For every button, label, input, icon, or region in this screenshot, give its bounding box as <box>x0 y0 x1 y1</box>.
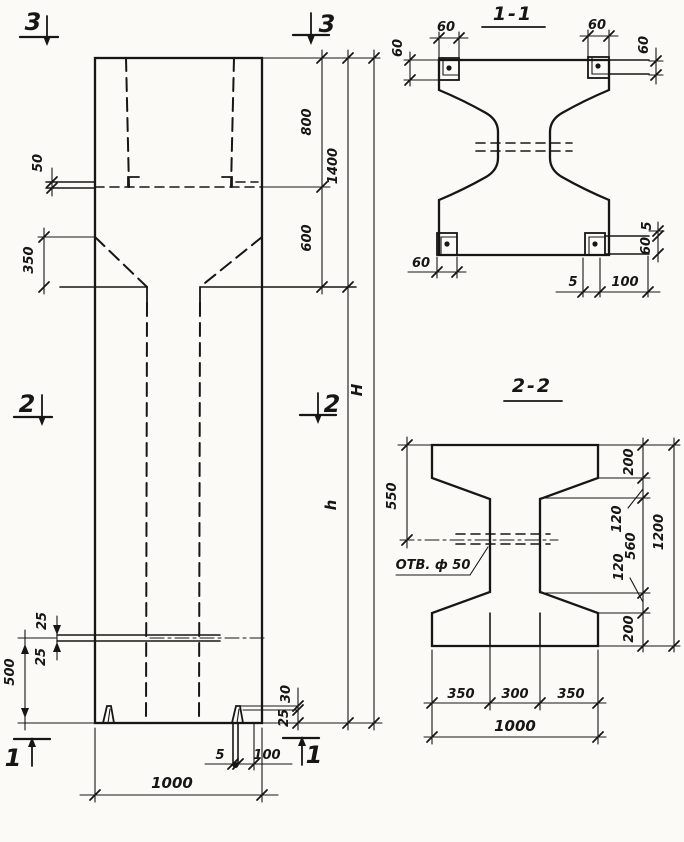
dim-1400-label: 1400 <box>326 147 341 185</box>
dim-350-label: 350 <box>22 246 37 274</box>
dim-600-label: 600 <box>300 224 315 252</box>
hole-callout <box>396 547 488 575</box>
dim-60-right-label: 60 <box>637 35 652 55</box>
section-marker-1-left <box>5 737 50 772</box>
marker-3-right-label: 3 <box>318 10 336 38</box>
section-2-2-title <box>504 375 562 401</box>
elevation-view <box>3 8 382 802</box>
shaft-hidden-edges <box>146 287 200 723</box>
section-marker-2-left <box>14 390 52 426</box>
dim-1000-bottom-label: 1000 <box>494 717 536 735</box>
marker-1-right-label: 1 <box>305 741 323 769</box>
dim-25-top-label: 25 <box>35 611 50 631</box>
anchor-dot <box>592 241 597 246</box>
dim-200-top-label: 200 <box>622 448 637 476</box>
section-2-2-view <box>385 375 680 744</box>
section-marker-3-right <box>293 10 335 45</box>
dim-5-bottom-label: 5 <box>568 275 578 290</box>
dim-60-top-left-label: 60 <box>436 20 456 35</box>
anchor-dot <box>446 65 451 70</box>
section-2-2-title-label: 2-2 <box>511 375 553 397</box>
dim-H-label: H <box>348 383 366 397</box>
dim-100-bottom-label: 100 <box>611 275 639 290</box>
section-marker-3-left <box>20 8 58 46</box>
dim-50-label: 50 <box>31 153 46 173</box>
dim-60-bottom-left-label: 60 <box>411 256 431 271</box>
dim-60-top-right-label: 60 <box>587 18 607 33</box>
dim-800-label: 800 <box>300 108 315 136</box>
dim-100-rod-label: 100 <box>253 748 281 763</box>
marker-2-left-label: 2 <box>18 390 36 418</box>
dim-500-label: 500 <box>3 658 18 686</box>
section-marker-2-right <box>300 390 340 424</box>
dim-350-left-label: 350 <box>447 687 475 702</box>
section-1-1-title-label: 1-1 <box>492 3 534 25</box>
embedded-plate-top-left <box>439 58 459 80</box>
dim-1200-label: 1200 <box>652 513 667 551</box>
section-1-1-view <box>391 3 664 297</box>
dim-120-top-label: 120 <box>610 505 625 533</box>
section-2-2-hole <box>400 534 558 544</box>
dim-560-label: 560 <box>624 532 639 560</box>
dim-25-bot-label: 25 <box>34 647 49 667</box>
section-1-1-web-hole <box>476 143 572 151</box>
console-ledge <box>46 182 330 188</box>
capital-hidden-edges <box>126 58 258 187</box>
dim-1000-label: 1000 <box>151 774 193 792</box>
marker-3-left-label: 3 <box>24 8 42 36</box>
dim-60-left-label: 60 <box>391 38 406 58</box>
dim-25-clip-label: 25 <box>277 708 292 728</box>
anchor-dot <box>595 63 600 68</box>
section-2-2-outline <box>432 445 598 646</box>
hole-callout-label: ОТВ. ф 50 <box>395 558 471 573</box>
bottom-slot <box>57 635 266 641</box>
dim-550-label: 550 <box>385 482 400 510</box>
dim-200-bot-label: 200 <box>622 615 637 643</box>
dim-350-right-label: 350 <box>557 687 585 702</box>
section-1-1-outline <box>439 60 609 255</box>
dim-60-bottom-right-label: 60 <box>639 236 654 256</box>
section-1-1-title <box>482 3 545 27</box>
dim-300-label: 300 <box>501 687 529 702</box>
dim-30-label: 30 <box>279 684 294 704</box>
column-outline <box>95 58 262 723</box>
dim-5-rod-label: 5 <box>215 748 225 763</box>
marker-2-right-label: 2 <box>323 390 341 418</box>
dim-5-right-label: 5 <box>640 221 655 231</box>
marker-1-left-label: 1 <box>4 744 22 772</box>
dim-h-label: h <box>322 499 340 511</box>
dim-120-bot-label: 120 <box>612 553 627 581</box>
anchor-dot <box>444 241 449 246</box>
